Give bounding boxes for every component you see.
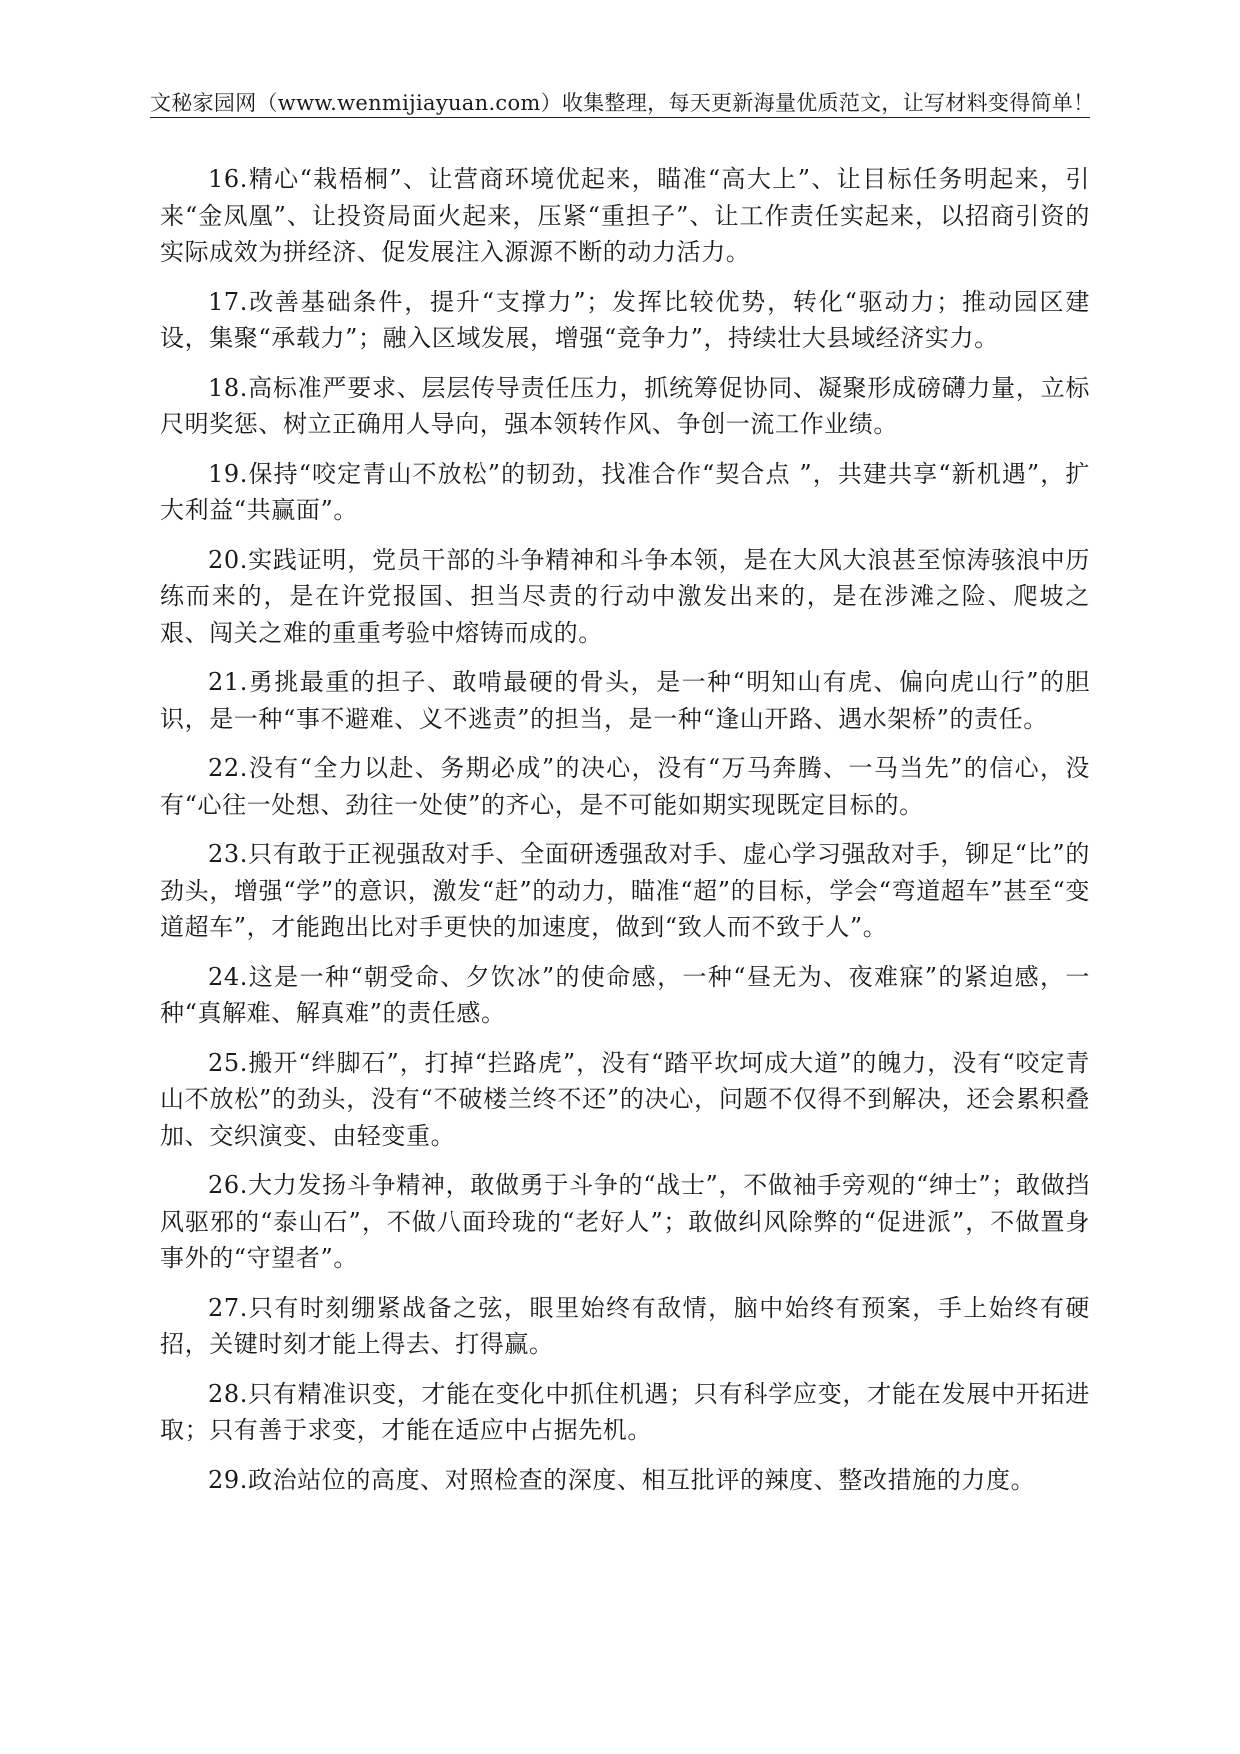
header-text: 文秘家园网（www.wenmijiayuan.com）收集整理，每天更新海量优质范文，让写材料变得简单！ (150, 91, 1095, 115)
paragraph-23: 23.只有敢于正视强敌对手、全面研透强敌对手、虚心学习强敌对手，铆足“比”的劲头，增强“学”的意识，激发“赶”的动力，瞄准“超”的目标，学会“弯道超车”甚至“变道超车”，才能跑出比对手更快的加速度，做到“致人而不致于人”。 (160, 840, 1090, 941)
header-divider (150, 117, 1090, 118)
paragraph-16: 16.精心“栽梧桐”、让营商环境优起来，瞄准“高大上”、让目标任务明起来，引来“金凤凰”、让投资局面火起来，压紧“重担子”、让工作责任实起来，以招商引资的实际成效为拼经济、促发展注入源源不断的动力活力。 (160, 165, 1090, 266)
paragraph-25: 25.搬开“绊脚石”，打掉“拦路虎”，没有“踏平坎坷成大道”的魄力，没有“咬定青山不放松”的劲头，没有“不破楼兰终不还”的决心，问题不仅得不到解决，还会累积叠加、交织演变、由轻变重。 (160, 1048, 1090, 1150)
paragraph-21: 21.勇挑最重的担子、敢啃最硬的骨头，是一种“明知山有虎、偏向虎山行”的胆识，是一种“事不避难、义不逃责”的担当，是一种“逢山开路、遇水架桥”的责任。 (160, 668, 1090, 733)
paragraph-29: 29.政治站位的高度、对照检查的深度、相互批评的辣度、整改措施的力度。 (208, 1465, 1036, 1494)
paragraph-20: 20.实践证明，党员干部的斗争精神和斗争本领，是在大风大浪甚至惊涛骇浪中历练而来的，是在许党报国、担当尽责的行动中激发出来的，是在涉滩之险、爬坡之艰、闯关之难的重重考验中熔铸而成的。 (160, 545, 1090, 647)
document-body (160, 161, 1090, 1511)
paragraph-19: 19.保持“咬定青山不放松”的韧劲，找准合作“契合点 ”，共建共享“新机遇”，扩大利益“共赢面”。 (160, 459, 1090, 524)
paragraph-24: 24.这是一种“朝受命、夕饮冰”的使命感，一种“昼无为、夜难寐”的紧迫感，一种“真解难、解真难”的责任感。 (160, 962, 1090, 1027)
paragraph-28: 28.只有精准识变，才能在变化中抓住机遇；只有科学应变，才能在发展中开拓进取；只有善于求变，才能在适应中占据先机。 (160, 1379, 1090, 1444)
paragraph-18: 18.高标准严要求、层层传导责任压力，抓统筹促协同、凝聚形成磅礴力量，立标尺明奖惩、树立正确用人导向，强本领转作风、争创一流工作业绩。 (160, 373, 1090, 438)
paragraph-17: 17.改善基础条件，提升“支撑力”；发挥比较优势，转化“驱动力；推动园区建设，集聚“承载力”；融入区域发展，增强“竞争力”，持续壮大县域经济实力。 (160, 287, 1090, 352)
paragraph-22: 22.没有“全力以赴、务期必成”的决心，没有“万马奔腾、一马当先”的信心，没有“心往一处想、劲往一处使”的齐心，是不可能如期实现既定目标的。 (160, 754, 1090, 819)
paragraph-27: 27.只有时刻绷紧战备之弦，眼里始终有敌情，脑中始终有预案，手上始终有硬招，关键时刻才能上得去、打得赢。 (160, 1293, 1090, 1358)
paragraph-26: 26.大力发扬斗争精神，敢做勇于斗争的“战士”，不做袖手旁观的“绅士”；敢做挡风驱邪的“泰山石”，不做八面玲珑的“老好人”；敢做纠风除弊的“促进派”，不做置身事外的“守望者”。 (160, 1171, 1090, 1272)
page-header (150, 88, 1095, 118)
